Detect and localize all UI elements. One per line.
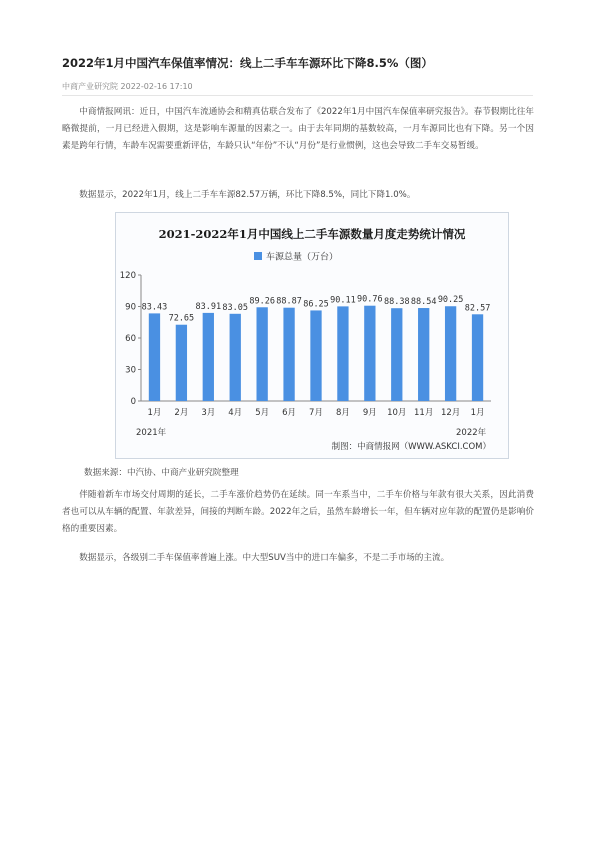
paragraph-intro: 中商情报网讯：近日，中国汽车流通协会和精真估联合发布了《2022年1月中国汽车保值率研究报告》。春节假期比往年略微提前，一月已经进入假期，这是影响车源量的因素之一。由于去年同期的基数较高，一月车源同比也有下降。另一个因素是跨年行情，车龄车况需要重新评估，车龄只认“年份”不认“月份”是行业惯例，这也会导致二手车交易暂缓。 <box>62 107 534 151</box>
chart-credit: 制图：中商情报网（WWW.ASKCI.COM） <box>331 442 491 452</box>
bar-value-label: 83.05 <box>222 302 249 313</box>
bar <box>230 314 241 401</box>
x-tick-label: 7月 <box>309 408 323 418</box>
y-tick-label: 120 <box>119 271 136 281</box>
bar-value-label: 88.87 <box>276 296 302 307</box>
x-tick-label: 10月 <box>387 408 407 418</box>
x-tick-label: 6月 <box>282 408 297 418</box>
paragraph-data: 数据显示，2022年1月，线上二手车车源82.57万辆，环比下降8.5%，同比下降1.0%。 <box>79 190 416 200</box>
paragraph-conclusion: 数据显示，各级别二手车保值率普遍上涨。中大型SUV当中的进口车偏多，不是二手市场的主流。 <box>79 553 450 563</box>
bar <box>257 307 268 401</box>
bar <box>391 308 402 401</box>
bar <box>472 314 483 401</box>
bar-value-label: 82.57 <box>464 303 491 314</box>
bar-value-label: 88.38 <box>383 297 410 308</box>
bar <box>310 310 321 401</box>
bar-value-label: 88.54 <box>410 297 437 308</box>
bar-value-label: 72.65 <box>168 313 195 324</box>
x-tick-label: 8月 <box>335 408 350 418</box>
x-tick-label: 1月 <box>470 408 485 418</box>
bar-value-label: 90.25 <box>437 295 464 306</box>
x-tick-label: 4月 <box>228 408 243 418</box>
bar-chart <box>116 213 508 458</box>
bar <box>203 313 214 401</box>
bar <box>418 308 429 401</box>
bar-value-label: 86.25 <box>303 299 329 310</box>
y-tick-label: 0 <box>130 397 136 407</box>
y-tick-label: 30 <box>125 365 136 376</box>
paragraph-analysis: 伴随着新车市场交付周期的延长，二手车涨价趋势仍在延续。同一车系当中，二手车价格与年款有很大关系，因此消费者也可以从车辆的配置、年款差异，间接的判断车龄。2022年之后，虽然车龄增长一年，但车辆对应年款的配置仍是影响价格的重要因素。 <box>62 490 534 534</box>
year-label-start: 2021年 <box>136 428 167 438</box>
bar-value-label: 90.76 <box>357 294 383 305</box>
x-tick-label: 11月 <box>414 408 434 418</box>
article-meta: 中商产业研究院 2022-02-16 17:10 <box>62 82 193 91</box>
x-tick-label: 5月 <box>255 408 270 418</box>
article-title: 2022年1月中国汽车保值率情况：线上二手车车源环比下降8.5%（图） <box>62 56 433 70</box>
divider <box>62 95 533 96</box>
x-tick-label: 12月 <box>440 408 461 418</box>
bar <box>337 306 348 401</box>
bar <box>149 313 160 401</box>
bar-value-label: 83.43 <box>141 302 168 313</box>
bar-value-label: 90.11 <box>330 295 356 306</box>
x-tick-label: 9月 <box>362 408 377 418</box>
legend-label: 车源总量（万台） <box>266 252 339 263</box>
year-label-end: 2022年 <box>456 428 487 438</box>
bar <box>283 308 294 401</box>
data-source: 数据来源：中汽协、中商产业研究院整理 <box>84 468 239 478</box>
y-tick-label: 60 <box>125 334 136 344</box>
x-tick-label: 2月 <box>174 408 189 418</box>
bar-value-label: 89.26 <box>249 296 275 307</box>
bar <box>445 306 456 401</box>
x-tick-label: 3月 <box>201 408 216 418</box>
chart-container <box>115 212 509 459</box>
bar-value-label: 83.91 <box>195 301 222 312</box>
y-tick-label: 90 <box>125 302 136 313</box>
chart-title: 2021-2022年1月中国线上二手车源数量月度走势统计情况 <box>158 227 466 241</box>
legend-swatch <box>254 252 262 260</box>
x-tick-label: 1月 <box>147 408 162 418</box>
bar <box>364 306 375 401</box>
bar <box>176 325 187 401</box>
